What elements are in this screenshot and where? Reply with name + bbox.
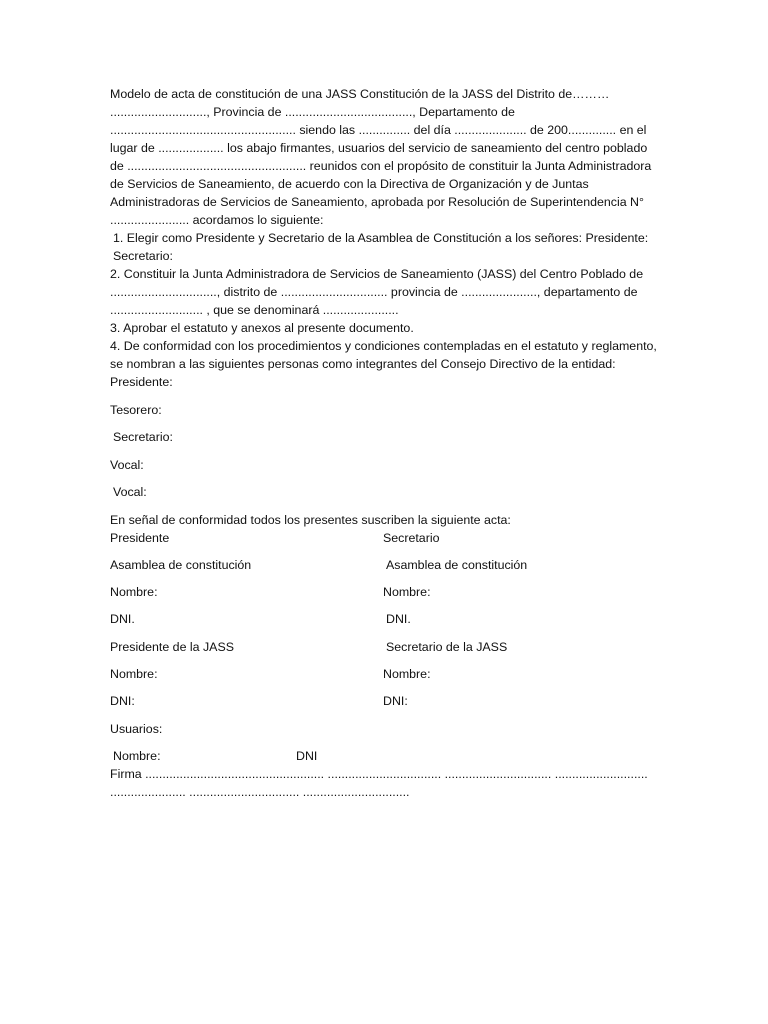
- firma-line: Firma .................................................... ................................. ............................... ........................... ...................... ................................ ...............................: [110, 767, 648, 800]
- council-vocal-2: Vocal:: [113, 485, 147, 499]
- signature-right: DNI.: [386, 612, 411, 627]
- conformity-statement: En señal de conformidad todos los presentes suscriben la siguiente acta:: [110, 512, 511, 527]
- council-list: [110, 373, 660, 511]
- signature-left: Presidente: [110, 530, 170, 545]
- usuarios-row: [110, 747, 660, 765]
- signature-row: [110, 638, 660, 665]
- council-presidente: Presidente:: [110, 375, 173, 389]
- signature-right: Nombre:: [383, 666, 431, 681]
- signature-right: DNI:: [383, 694, 408, 709]
- signature-left: Presidente de la JASS: [110, 639, 234, 654]
- signature-left: Nombre:: [110, 585, 158, 600]
- signature-row: [110, 692, 660, 719]
- usuarios-nombre: Nombre:: [113, 749, 161, 764]
- signature-row: [110, 665, 660, 692]
- usuarios-title: Usuarios:: [110, 721, 163, 736]
- signature-left: DNI:: [110, 694, 135, 709]
- signature-right: Secretario: [383, 530, 440, 545]
- item-4: 4. De conformidad con los procedimientos y condiciones contempladas en el estatuto y reglamento, se nombran a las siguientes personas como integrantes del Consejo Directivo de la entidad:: [110, 339, 657, 371]
- signature-row: [110, 610, 660, 637]
- item-1: 1. Elegir como Presidente y Secretario de la Asamblea de Constitución a los señores: Presidente: Secretario:: [113, 231, 649, 263]
- signature-block: [110, 529, 660, 720]
- signature-row: [110, 529, 660, 556]
- council-vocal-1: Vocal:: [110, 457, 144, 472]
- signature-right: Nombre:: [383, 585, 431, 600]
- signature-left: DNI.: [110, 612, 135, 627]
- intro-paragraph: Modelo de acta de constitución de una JASS Constitución de la JASS del Distrito de……… ............................, Provincia de ....................................., Departamento de ...................................................... siendo las ............... del día ..................... de 200.............. en el lugar de ................... los abajo firmantes, usuarios del servicio de saneamiento del centro poblado de .................................................... reunidos con el propósito de constituir la Junta Administradora de Servicios de Saneamiento, de acuerdo con la Directiva de Organización y de Juntas Administradoras de Servicios de Saneamiento, aprobada por Resolución de Superintendencia N° ....................... acordamos lo siguiente:: [110, 87, 652, 227]
- signature-row: [110, 556, 660, 583]
- item-2: 2. Constituir la Junta Administradora de Servicios de Saneamiento (JASS) del Centro Poblado de ..............................., distrito de ............................... provincia de ......................, departamento de ........................... , que se denominará ......................: [110, 267, 644, 317]
- usuarios-dni: DNI: [296, 749, 318, 764]
- council-secretario: Secretario:: [113, 430, 173, 444]
- item-3: 3. Aprobar el estatuto y anexos al presente documento.: [110, 321, 414, 335]
- signature-row: [110, 583, 660, 610]
- council-tesorero: Tesorero:: [110, 402, 162, 417]
- signature-right: Asamblea de constitución: [386, 557, 528, 572]
- document-page: [110, 85, 660, 801]
- signature-left: Asamblea de constitución: [110, 557, 252, 572]
- signature-left: Nombre:: [110, 666, 158, 681]
- signature-right: Secretario de la JASS: [386, 639, 508, 654]
